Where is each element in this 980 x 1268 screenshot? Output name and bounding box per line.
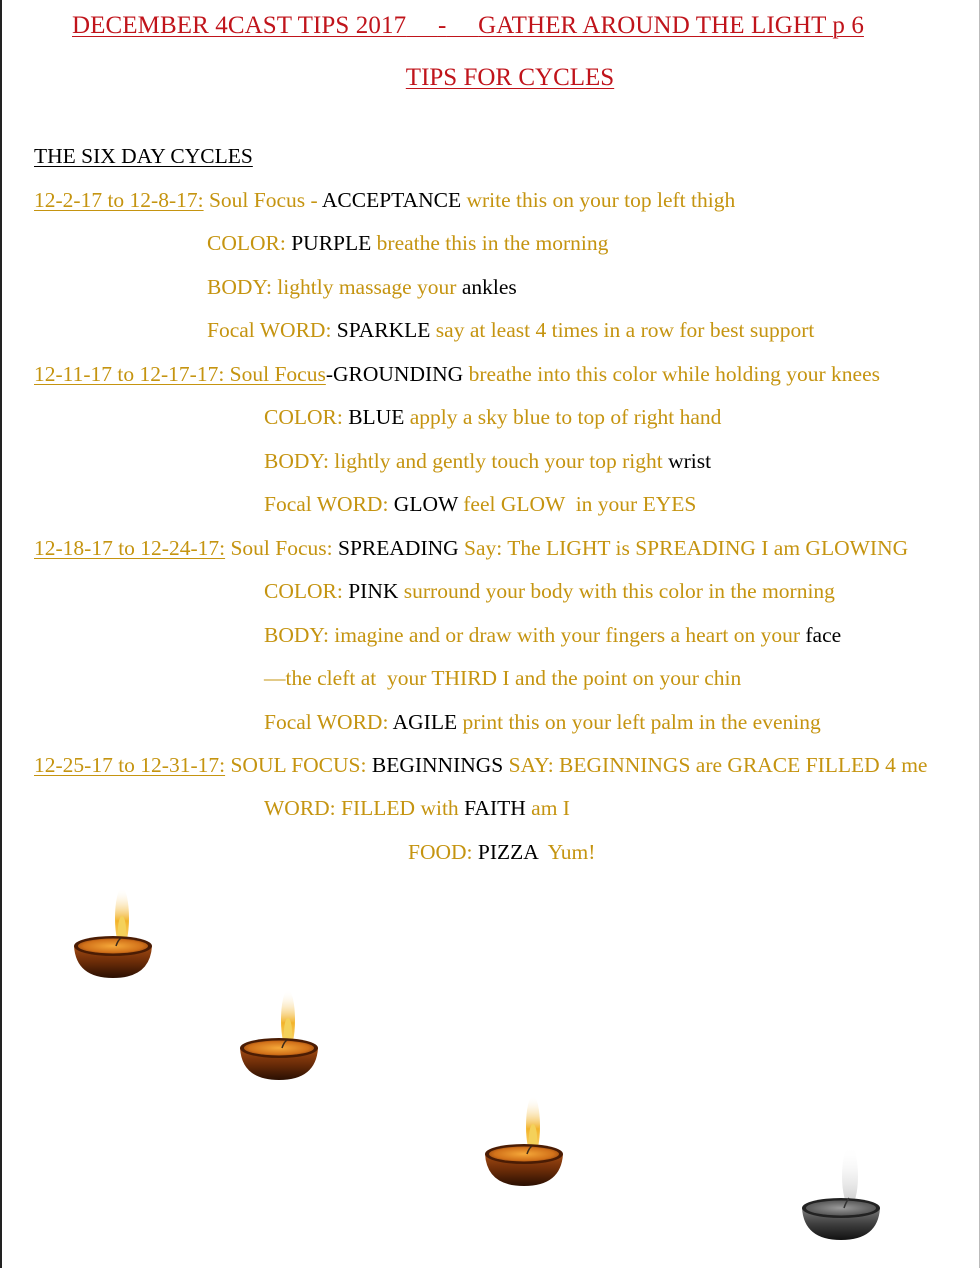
cycle-1-soul-line: 12-2-17 to 12-8-17: Soul Focus - ACCEPTANCE write this on your top left thigh <box>34 188 736 212</box>
cycle-1-body-line: BODY: lightly massage your ankles <box>207 275 517 299</box>
cycle-3-dates: 12-18-17 to 12-24-17: <box>34 536 226 560</box>
cycle-2-color-line: COLOR: BLUE apply a sky blue to top of right hand <box>264 405 722 429</box>
section-heading: THE SIX DAY CYCLES <box>34 144 253 168</box>
cycle-4-soul-value: BEGINNINGS <box>371 753 504 777</box>
cycle-3-soul-value: SPREADING <box>338 536 459 560</box>
cycle-2-dates: 12-11-17 to 12-17-17: Soul Focus <box>34 362 326 386</box>
page-title <box>72 12 952 40</box>
cycle-3-soul-line: 12-18-17 to 12-24-17: Soul Focus: SPREADING Say: The LIGHT is SPREADING I am GLOWING <box>34 536 909 560</box>
cycle-3-body-continuation: —the cleft at your THIRD I and the point on your chin <box>264 666 742 690</box>
cycle-4-dates: 12-25-17 to 12-31-17: <box>34 753 226 777</box>
title-right: GATHER AROUND THE LIGHT p 6 <box>478 12 864 39</box>
page-left-border <box>0 0 2 1268</box>
page-subtitle: TIPS FOR CYCLES <box>405 64 615 91</box>
cycle-4-word-line: WORD: FILLED with FAITH am I <box>264 796 570 820</box>
cycle-4-food-line: FOOD: PIZZA Yum! <box>408 840 596 864</box>
cycle-1-soul-value: ACCEPTANCE <box>321 188 462 212</box>
cycle-3-body-line: BODY: imagine and or draw with your fingers a heart on your face <box>264 623 842 647</box>
lit-oil-lamp-icon <box>238 982 320 1086</box>
cycle-2-body-line: BODY: lightly and gently touch your top right wrist <box>264 449 712 473</box>
cycle-3-color-line: COLOR: PINK surround your body with this color in the morning <box>264 579 835 603</box>
cycle-3-word-line: Focal WORD: AGILE print this on your left palm in the evening <box>264 710 821 734</box>
cycle-4-soul-line: 12-25-17 to 12-31-17: SOUL FOCUS: BEGINNINGS SAY: BEGINNINGS are GRACE FILLED 4 me <box>34 753 928 777</box>
cycle-1-dates: 12-2-17 to 12-8-17: <box>34 188 204 212</box>
lit-oil-lamp-icon <box>72 880 154 984</box>
cycle-2-word-line: Focal WORD: GLOW feel GLOW in your EYES <box>264 492 697 516</box>
cycle-2-soul-line: 12-11-17 to 12-17-17: Soul Focus-GROUNDING breathe into this color while holding your knees <box>34 362 880 386</box>
cycle-1-word-line: Focal WORD: SPARKLE say at least 4 times in a row for best support <box>207 318 815 342</box>
title-separator: - <box>437 12 447 39</box>
lit-oil-lamp-icon <box>483 1088 565 1192</box>
cycle-2-soul-value: -GROUNDING <box>325 362 464 386</box>
extinguished-oil-lamp-icon <box>800 1142 882 1246</box>
title-left: DECEMBER 4CAST TIPS 2017 <box>72 12 407 39</box>
cycle-1-color-line: COLOR: PURPLE breathe this in the morning <box>207 231 609 255</box>
